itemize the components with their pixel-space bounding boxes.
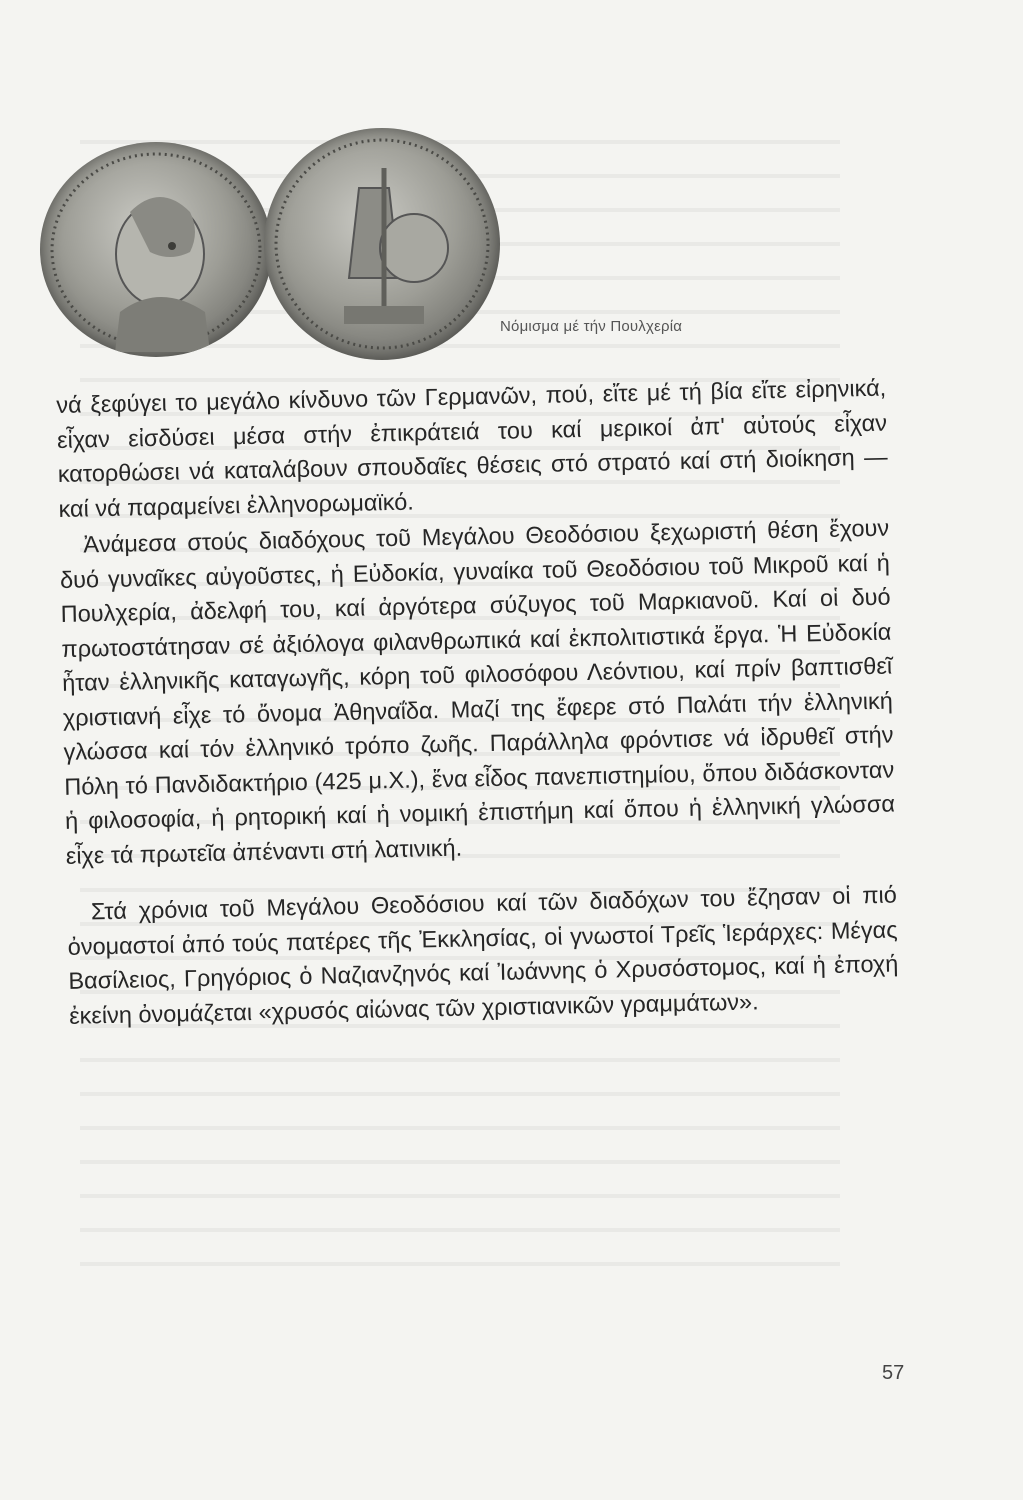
paragraph-3: Στά χρόνια τοῦ Μεγάλου Θεοδόσιου καί τῶν διαδόχων του ἔζησαν οἱ πιό ὀνομαστοί ἀπό τούς πατέρες τῆς Ἐκκλησίας, οἱ γνωστοί Τρεῖς Ἱεράρχες: Μέγας Βασίλειος, Γρηγόριος ὁ Ναζιανζηνός καί Ἰωάννης ὁ Χρυσόστομος, καί ἡ ἐποχή ἐκείνη ὀνομάζεται «χρυσός αἰώνας τῶν χριστιανικῶν γραμμάτων». [67, 881, 899, 1029]
coin-obverse-relief [40, 142, 272, 357]
paragraph-2: Ἀνάμεσα στούς διαδόχους τοῦ Μεγάλου Θεοδόσιου ξεχωριστή θέση ἔχουν δυό γυναῖκες αὐγοῦστες, ἡ Εὐδοκία, γυναίκα τοῦ Θεοδόσιου τοῦ Μικροῦ καί ἡ Πουλχερία, ἀδελφή του, καί ἀργότερα σύζυγος τοῦ Μαρκιανοῦ. Καί οἱ δυό πρωτοστάτησαν σέ ἀξιόλογα φιλανθρωπικά καί ἐκπολιτιστικά ἔργα. Ἡ Εὐδοκία ἦταν ἑλληνικῆς καταγωγῆς, κόρη τοῦ φιλοσόφου Λεόντιου, καί πρίν βαπτισθεῖ χριστιανή εἶχε τό ὄνομα Ἀθηναΐδα. Μαζί της ἔφερε στό Παλάτι τήν ἑλληνική γλώσσα καί τόν ἑλληνικό τρόπο ζωῆς. Παράλληλα φρόντισε νά ἱδρυθεῖ στήν Πόλη τό Πανδιδακτήριο (425 μ.Χ.), ἕνα εἶδος πανεπιστημίου, ὅπου διδάσκονταν ἡ φιλοσοφία, ἡ ρητορική καί ἡ νομική ἐπιστήμη καί ὅπου ἡ ἑλληνική γλώσσα εἶχε τά πρωτεῖα ἀπέναντι στή λατινική. [59, 514, 896, 869]
page-number: 57 [882, 1362, 905, 1384]
image-caption: Νόμισμα μέ τήν Πουλχερία [500, 318, 683, 335]
coin-obverse-image [40, 142, 272, 357]
body-text [56, 371, 899, 1033]
coin-reverse-image [264, 128, 500, 360]
coin-reverse-relief [264, 128, 500, 360]
paragraph-1: νά ξεφύγει το μεγάλο κίνδυνο τῶν Γερμανῶν, πού, εἴτε μέ τή βία εἴτε εἰρηνικά, εἶχαν εἰσδύσει μέσα στήν ἐπικράτειά του καί μερικοί ἀπ' αὐτούς εἶχαν κατορθώσει νά καταλάβουν σπουδαῖες θέσεις στό στρατό καί στή διοίκηση — καί νά παραμείνει ἐλληνορωμαϊκό. [56, 374, 888, 522]
